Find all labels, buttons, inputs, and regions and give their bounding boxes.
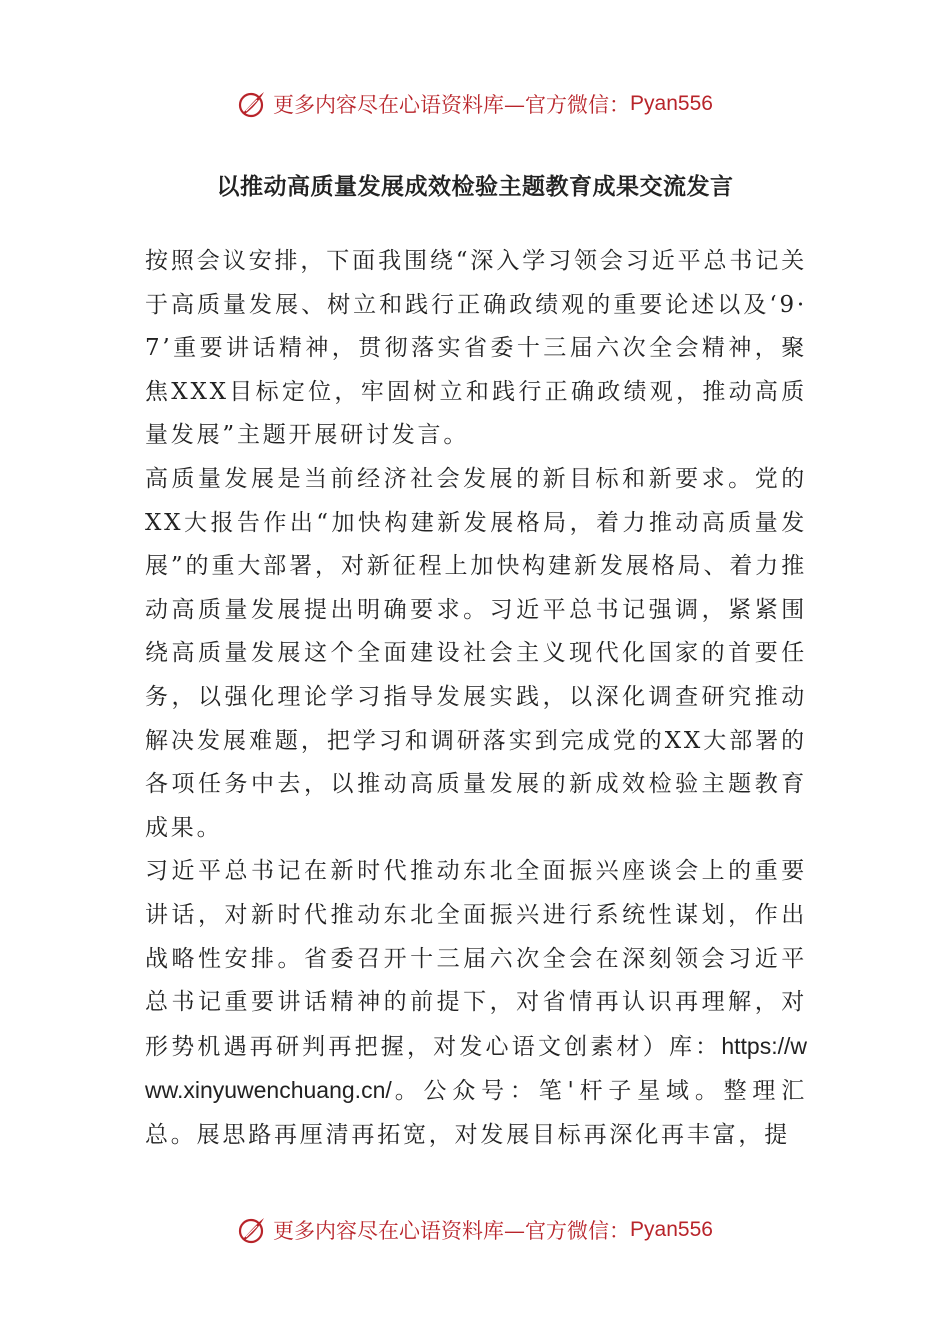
document-body xyxy=(145,240,807,1157)
header-banner xyxy=(0,82,950,126)
quill-pen-logo-icon xyxy=(237,1215,267,1245)
quill-pen-logo-icon xyxy=(237,89,267,119)
paragraph-3-text-before-url: 习近平总书记在新时代推动东北全面振兴座谈会上的重要讲话，对新时代推动东北全面振兴进行系统性谋划，作出战略性安排。省委召开十三届六次全会在深刻领会习近平总书记重要讲话精神的前提下，对省情再认识再理解，对形势机遇再研判再把握，对发心语文创素材）库： xyxy=(145,858,807,1060)
footer-banner xyxy=(0,1208,950,1252)
paragraph-1: 按照会议安排，下面我围绕“深入学习领会习近平总书记关于高质量发展、树立和践行正确政绩观的重要论述以及‘9·7’重要讲话精神，贯彻落实省委十三届六次全会精神，聚焦XXX目标定位，牢固树立和践行正确政绩观，推动高质量发展”主题开展研讨发言。 xyxy=(145,248,807,449)
paragraph-3-text-after-url: 。公众号：笔'杆子星域。整理汇总。展思路再厘清再拓宽，对发展目标再深化再丰富，提 xyxy=(145,1078,807,1148)
website-url: https://www.xinyuwenchuang.cn/ xyxy=(145,1032,807,1104)
document-title: 以推动高质量发展成效检验主题教育成果交流发言 xyxy=(216,174,734,200)
wechat-id: Pyan556 xyxy=(630,1218,713,1241)
banner-text: 更多内容尽在心语资料库—官方微信： xyxy=(273,1219,631,1243)
paragraph-3 xyxy=(145,850,807,1157)
banner-text: 更多内容尽在心语资料库—官方微信： xyxy=(273,93,631,117)
paragraph-2: 高质量发展是当前经济社会发展的新目标和新要求。党的XX大报告作出“加快构建新发展格局，着力推动高质量发展”的重大部署，对新征程上加快构建新发展格局、着力推动高质量发展提出明确要求。习近平总书记强调，紧紧围绕高质量发展这个全面建设社会主义现代化国家的首要任务，以强化理论学习指导发展实践，以深化调查研究推动解决发展难题，把学习和调研落实到完成党的XX大部署的各项任务中去，以推动高质量发展的新成效检验主题教育成果。 xyxy=(145,465,807,841)
wechat-id: Pyan556 xyxy=(630,92,713,115)
